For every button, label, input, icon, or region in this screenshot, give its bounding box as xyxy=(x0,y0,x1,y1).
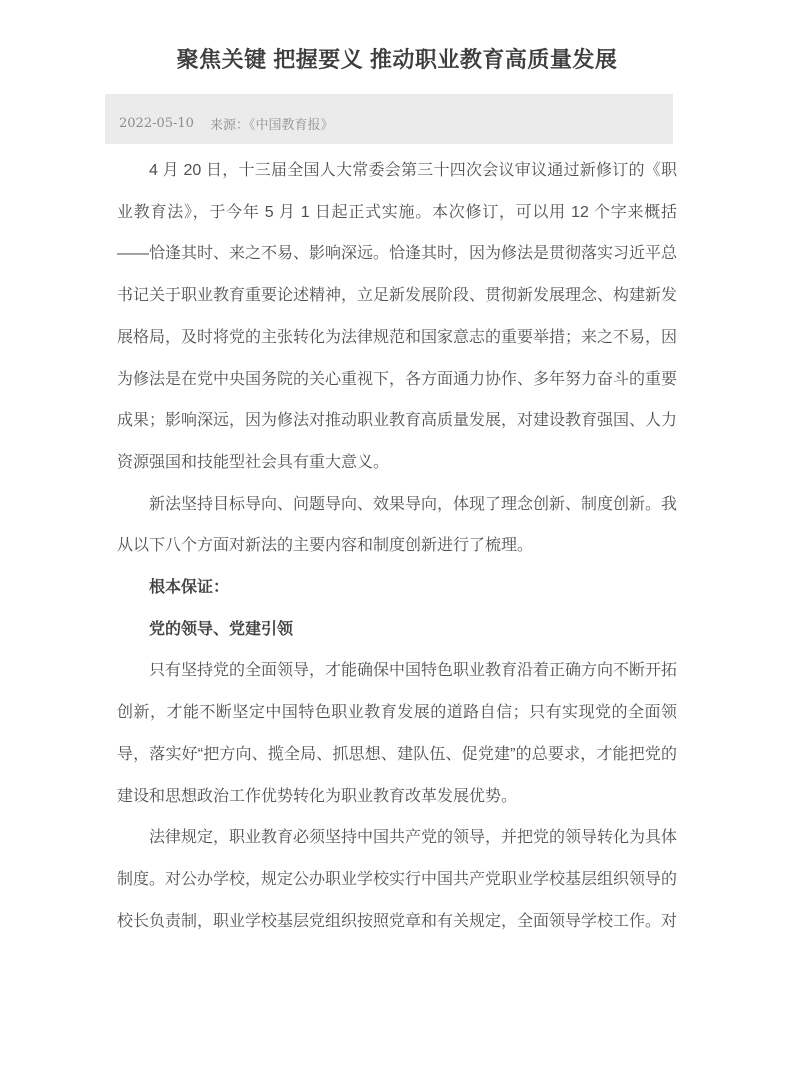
article-body xyxy=(117,150,677,942)
article-title: 聚焦关键 把握要义 推动职业教育高质量发展 xyxy=(176,47,618,72)
section-heading: 党的领导、党建引领 xyxy=(149,620,294,638)
meta-bar xyxy=(105,94,673,144)
paragraph: 只有坚持党的全面领导，才能确保中国特色职业教育沿着正确方向不断开拓创新，才能不断坚定中国特色职业教育发展的道路自信；只有实现党的全面领导，落实好“把方向、揽全局、抓思想、建队伍、促党建”的总要求，才能把党的建设和思想政治工作优势转化为职业教育改革发展优势。 xyxy=(117,662,678,805)
paragraph: 4 月 20 日，十三届全国人大常委会第三十四次会议审议通过新修订的《职业教育法》，于今年 5 月 1 日起正式实施。本次修订，可以用 12 个字来概括——恰逢其时、来之不易、影响深远。恰逢其时，因为修法是贯彻落实习近平总书记关于职业教育重要论述精神，立足新发展阶段、贯彻新发展理念、构建新发展格局，及时将党的主张转化为法律规范和国家意志的重要举措；来之不易，因为修法是在党中央国务院的关心重视下，各方面通力协作、多年努力奋斗的重要成果；影响深远，因为修法对推动职业教育高质量发展，对建设教育强国、人力资源强国和技能型社会具有重大意义。 xyxy=(117,162,678,471)
source-label: 来源：《中国教育报》 xyxy=(209,117,334,133)
paragraph: 新法坚持目标导向、问题导向、效果导向，体现了理念创新、制度创新。我从以下八个方面对新法的主要内容和制度创新进行了梳理。 xyxy=(117,495,678,555)
paragraph: 法律规定，职业教育必须坚持中国共产党的领导，并把党的领导转化为具体制度。对公办学校，规定公办职业学校实行中国共产党职业学校基层组织领导的校长负责制，职业学校基层党组织按照党章和有关规定，全面领导学校工作。对 xyxy=(117,829,678,930)
publish-date: 2022-05-10 xyxy=(119,115,194,131)
section-heading: 根本保证： xyxy=(149,579,230,597)
